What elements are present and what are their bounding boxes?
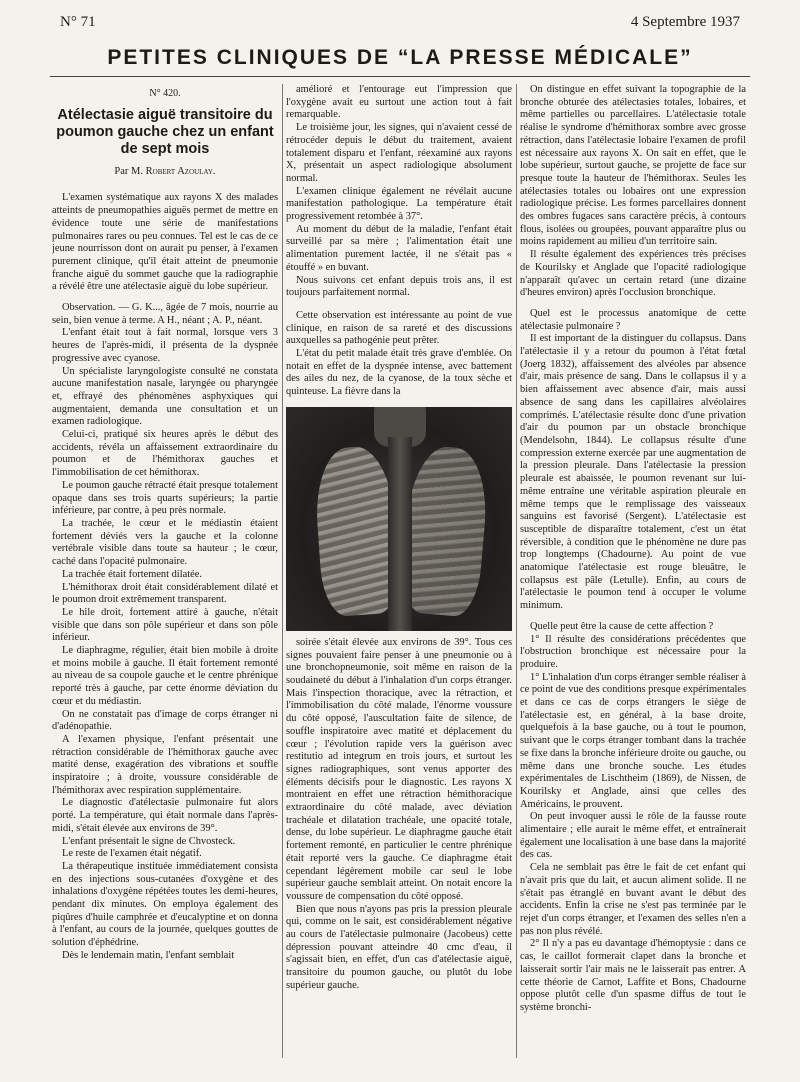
paragraph: Bien que nous n'ayons pas pris la pression pleurale qui, comme on le sait, est considérablement négative au cours de l'atélectasie pulmonaire (Jacobeus) cette dépression pouvant atteindre 40 cmc d'eau, il s'agissait bien, en effet, d'un cas d'atélectasie aiguë, transitoire du poumon gauche, ou plutôt du lobe supérieur gauche. [286, 903, 512, 991]
paragraph: On peut invoquer aussi le rôle de la fausse route alimentaire ; elle aurait le même effet, et entraînerait également une localisation à une base dans la majorité des cas. [520, 811, 746, 861]
paragraph: Celui-ci, pratiqué six heures après le début des accidents, révéla un affaissement extraordinaire du poumon et de l'hémithorax gauches et l'immobilisation de cet hémithorax. [52, 429, 278, 479]
paragraph: A l'examen physique, l'enfant présentait une rétraction considérable de l'hémithorax gauche avec matité dense, exagération des vibrations et souffle inspiratoire ; à droite, voussure considérable de l'hémithorax avec respiration supplémentaire. [52, 733, 278, 796]
title-rule [50, 76, 750, 77]
paragraph: La trachée, le cœur et le médiastin étaient fortement déviés vers la gauche et la colonne vertébrale visible dans toute sa hauteur ; le cœur, caché dans l'opacité pulmonaire. [52, 517, 278, 568]
paragraph: Le diaphragme, régulier, était bien mobile à droite et moins mobile à gauche. Il était fortement remonté au niveau de sa coupole gauche et le centre phrénique reporté très à gauche, par cette énorme déviation du cœur et du médiastin. [52, 645, 278, 707]
paragraph: Au moment du début de la maladie, l'enfant était surveillé par sa mère ; l'alimentation était une alimentation purement lactée, il ne s'était pas « étouffé » en buvant. [286, 223, 512, 273]
author-name: Robert Azoulay. [145, 165, 216, 177]
radiograph-spine [388, 437, 412, 631]
paragraph: Quelle peut être la cause de cette affection ? [530, 620, 714, 632]
paragraph: Un spécialiste laryngologiste consulté ne constata aucune manifestation nasale, laryngée ou pharyngée et, effrayé des phénomènes asphyxiques qui augmentaient, demanda une consultation et un examen radiologique. [52, 365, 278, 428]
paragraph: Le diagnostic d'atélectasie pulmonaire fut alors porté. La température, qui était normale dans l'après-midi, s'était élevée aux environs de 39°. [52, 797, 278, 834]
page-header [60, 14, 740, 36]
issue-number: N° 71 [60, 14, 96, 30]
journal-title: PETITES CLINIQUES DE “LA PRESSE MÉDICALE” [107, 46, 693, 69]
paragraph: L'examen clinique également ne révélait aucune manifestation pathologique. La température était progressivement retombée à 37°. [286, 185, 512, 223]
paragraph: Le reste de l'examen était négatif. [62, 848, 202, 860]
paragraph: 1° Il résulte des considérations précédentes que l'obstruction bronchique est nécessaire pour la produire. [520, 633, 746, 670]
column-3-text [520, 84, 746, 1015]
radiograph-figure [286, 407, 512, 631]
paragraph: Cela ne semblait pas être le fait de cet enfant qui n'avait pris que du lait, et aucun aliment solide. Il ne s'était pas étranglé en buvant avant le début des accidents. Enfin la crise ne s'est pas terminée par le rejet d'un corps étranger, et l'examen des selles n'en a pas non plus révélé. [520, 862, 746, 937]
issue-date: 4 Septembre 1937 [630, 14, 740, 30]
column-divider [516, 84, 517, 1058]
paragraph: Nous suivons cet enfant depuis trois ans, il est toujours parfaitement normal. [286, 274, 512, 299]
paragraph: Il résulte également des expériences très précises de Kourilsky et Anglade que l'opacité radiologique n'apparaît qu'avec un certain retard (une dizaine d'heures environ) après l'occlusion bronchique. [520, 249, 746, 299]
paragraph: L'examen systématique aux rayons X des malades atteints de pneumopathies aiguës permet de mettre en évidence toute une série de manifestations pulmonaires rares ou peu connues. Tel est le cas de ce jeune nourrisson dont on aurait pu penser, à l'examen purement clinique, qu'il était atteint de pneumonie franche aiguë du sommet gauche que la radiographie a révélé être une atélectasie aiguë du lobe supérieur. [52, 192, 278, 293]
column-2 [286, 84, 512, 1058]
paragraph: L'état du petit malade était très grave d'emblée. On notait en effet de la dyspnée intense, avec battement des ailes du nez, de la cyanose, de la toux sèche et quinteuse. La fièvre dans la [286, 348, 512, 398]
column-3 [520, 84, 746, 1058]
byline-prefix: Par M. [114, 165, 144, 177]
paragraph: On ne constatait pas d'image de corps étranger ni d'adénopathie. [52, 708, 278, 733]
paragraph: La trachée était fortement dilatée. [62, 568, 202, 580]
paragraph: L'enfant était tout à fait normal, lorsque vers 3 heures de l'après-midi, il présenta de la dyspnée progressive avec cyanose. [52, 327, 278, 364]
paragraph: La thérapeutique instituée immédiatement consista en des injections sous-cutanées d'oxygène et des inhalations d'oxygène répétées toutes les demi-heures, pendant dix minutes. On employa également des piqûres d'huile camphrée et d'eucalyptine et on donna à l'enfant, au cours de la journée, quelques gouttes de solution d'éphédrine. [52, 860, 278, 949]
paragraph: 2° Il n'y a pas eu davantage d'hémoptysie : dans ce cas, le caillot formerait clapet dans la bronche et laisserait sortir l'air mais ne le laisserait pas entrer. A cette théorie de Carnot, Laffite et Bons, Chadourne oppose plutôt celle d'un spasme diffus de tout le système bronchi- [520, 938, 746, 1013]
paragraph: Cette observation est intéressante au point de vue clinique, en raison de sa rareté et des discussions auxquelles sa pathogénie peut prêter. [286, 309, 512, 347]
column-2-text-top [286, 84, 512, 300]
column-divider [282, 84, 283, 1058]
paragraph: Observation. — G. K..., âgée de 7 mois, nourrie au sein, bien venue à terme. A H., néant ; A. P., néant. [52, 302, 278, 326]
paragraph: Dès le lendemain matin, l'enfant semblait [62, 949, 235, 961]
paragraph: Le poumon gauche rétracté était presque totalement opaque dans ses trois quarts supérieurs; la partie inférieure, par contre, à peu près normale. [52, 479, 278, 517]
radiograph-lung-right [399, 444, 491, 618]
paragraph: Il est important de la distinguer du collapsus. Dans l'atélectasie il y a retour du poumon à l'état fœtal (Joerg 1832), affaissement des alvéoles par absence d'air, mais présence de sang. Dans le collapsus il y a bien affaissement avec absence d'air, mais aussi absence de sang dans les capillaires alvéolaires comprimés. L'atélectasie résulte donc d'une privation d'air du poumon par un obstacle bronchique (Mendelsohn, 1844). Le collapsus résulte d'une compression externe exercée par une augmentation de la pression pleurale. Dans l'atélectasie la pression pleurale est abaissée, le poumon revenant sur lui-même entraîne une véritable aspiration pleurale en même temps que le remplissage des vaisseaux sanguins est favorisé (Sergent). L'atélectasie est susceptible de disparaître totalement, c'est un état réversible, à condition que le phénomène ne dure pas trop longtemps (Chadourne). Au point de vue anatomique l'atélectasie est rouge bleuâtre, le collapsus est pâle (Letulle). Enfin, au cours de l'atélectasie le poumon tend à occuper le volume minimum. [520, 333, 746, 612]
column-1-text [52, 192, 278, 962]
column-2-text-bottom [286, 637, 512, 993]
paragraph: 1° L'inhalation d'un corps étranger semble réaliser à ce point de vue des conditions presque expérimentales et dans ce cas de corps étrangers le siège de l'atélectasie est, en général, à la base droite, quelquefois à la base gauche, ou à tout le poumon, suivant que le corps étranger tombant dans la trachée se fixe dans la bronche inférieure droite ou gauche, ou même dans une bronche souche. Les études expérimentales de Lischtheim (1869), de Nissen, de Kourilsky et Anglade, ainsi que celles des Américains, le prouvent. [520, 671, 746, 810]
byline [52, 166, 278, 179]
article-title: Atélectasie aiguë transitoire du poumon gauche chez un enfant de sept mois [56, 106, 274, 157]
paragraph: soirée s'était élevée aux environs de 39°. Tous ces signes pouvaient faire penser à une pneumonie ou à une bronchopneumonie, soit même en raison de la soudaineté du début à l'inhalation d'un corps étranger. Mais l'inspection thoracique, avec la rétraction, et l'immobilisation du côté malade, l'énorme voussure du côté opposé, l'auscultation faite de silence, de souffle inspiratoire avec matité et déplacement du cœur ; l'évolution rapide vers la guérison avec restitutio ad integrum en trois jours, et surtout les signes radiographiques, sont venus apporter des éléments décisifs pour le diagnostic. Les rayons X montraient en effet une rétraction hémithoracique extraordinaire du côté malade, avec déviation trachéale et dilatation trachéale, une opacité totale, dense, du lobe supérieur. Le diaphragme gauche était fortement remonté, en particulier le centre phrénique était reporté vers la gauche. Ce diaphragme était cependant légèrement mobile car seul le lobe supérieur gauche semblait atteint. On notait encore la voussure de compensation du côté opposé. [286, 636, 512, 902]
paragraph: Le hile droit, fortement attiré à gauche, n'était visible que dans son pôle supérieur et dans son pôle inférieur. [52, 606, 278, 644]
paragraph: Le troisième jour, les signes, qui n'avaient cessé de rétrocéder depuis le début du traitement, avaient totalement disparu et l'enfant, réexaminé aux rayons X, présentait un aspect radiologique absolument normal. [286, 122, 512, 184]
article-number: N° 420. [149, 88, 181, 99]
paragraph: Quel est le processus anatomique de cette atélectasie pulmonaire ? [520, 307, 746, 332]
paragraph: On distingue en effet suivant la topographie de la bronche obturée des atélectasies totales, lobaires, et même partielles ou parcellaires. L'atélectasie totale réalise le syndrome d'hémithorax sombre avec grosse rétraction, dans l'atélectasie lobaire l'examen de profil est nécessaire aux rayons X. On sait en effet, que le lobe supérieur, surtout gauche, se projette de face sur presque toute la hauteur de l'hémithorax. Seules les atélectasies totales ou lobaires ont une expression radiologique précise. Les formes parcellaires donnent des ombres fugaces sans caractère précis, à contours flous, isolées ou groupées, pouvant apparaître plus ou moins rapidement au milieu d'un territoire sain. [520, 84, 746, 248]
column-2-text-mid [286, 310, 512, 399]
paragraph: amélioré et l'entourage eut l'impression que l'oxygène avait eu surtout une action tout à fait remarquable. [286, 84, 512, 121]
paragraph: L'enfant présentait le signe de Chvosteck. [62, 835, 236, 847]
column-1 [52, 84, 278, 1058]
paragraph: L'hémithorax droit était considérablement dilaté et le poumon droit extrêmement transparent. [52, 581, 278, 606]
